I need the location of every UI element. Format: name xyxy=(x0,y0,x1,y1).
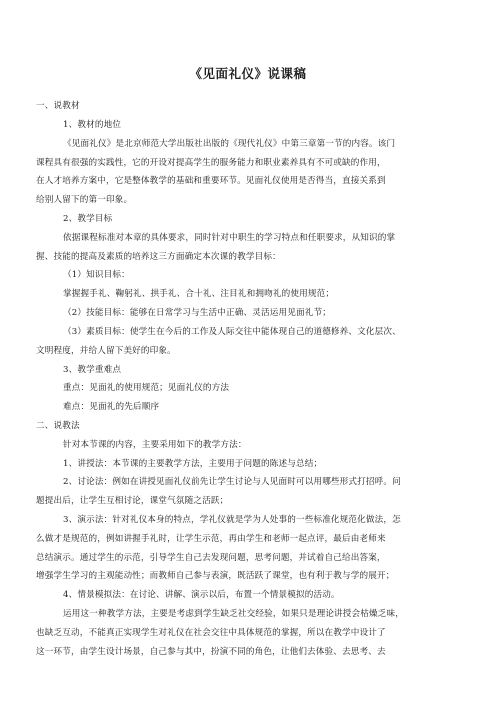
subsection-heading: 3、教学重难点 xyxy=(63,365,122,375)
paragraph-line: 文明程度，并给人留下美好的印象。 xyxy=(36,346,176,356)
list-item: （1）知识目标： xyxy=(63,270,130,280)
section-heading: 二、说教法 xyxy=(36,421,80,431)
paragraph-line: 这一环节，由学生设计场景，自己参与其中，扮演不同的角色，让他们去体验、去思考、去 xyxy=(36,647,386,657)
paragraph-line: 《见面礼仪》是北京师范大学出版社出版的《现代礼仪》中第三章第一节的内容。该门 xyxy=(63,139,396,149)
paragraph-line: 掌握握手礼、鞠躬礼、拱手礼、合十礼、注目礼和拥吻礼的使用规范； xyxy=(63,289,335,299)
paragraph-line: 给别人留下的第一印象。 xyxy=(36,195,133,205)
paragraph-line: 针对本节课的内容，主要采用如下的教学方法： xyxy=(63,440,247,450)
paragraph-line: 题提出后，让学生互相讨论，课堂气氛随之活跃； xyxy=(36,496,229,506)
list-item: （2）技能目标：能够在日常学习与生活中正确、灵活运用见面礼节； xyxy=(63,308,331,318)
list-item: 2、讨论法：例如在讲授见面礼仪前先让学生讨论与人见面时可以用哪些形式打招呼。问 xyxy=(63,477,401,487)
paragraph-line: 增强学生学习的主观能动性；而教师自己参与表演，既活跃了课堂，也有利于教与学的展开； xyxy=(36,571,395,581)
paragraph-line: 难点：见面礼的先后顺序 xyxy=(63,402,160,412)
list-item: （3）素质目标：使学生在今后的工作及人际交往中能体现自己的道德修养、文化层次、 xyxy=(63,327,401,337)
page-title: 《见面礼仪》说课稿 xyxy=(189,66,307,81)
list-item: 3、演示法：针对礼仪本身的特点，学礼仪就是学为人处事的一些标准化规范化做法，怎 xyxy=(63,515,401,525)
paragraph-line: 重点：见面礼的使用规范；见面礼仪的方法 xyxy=(63,383,230,393)
list-item: 4、情景模拟法：在讨论、讲解、演示以后，布置一个情景模拟的活动。 xyxy=(63,590,340,600)
section-heading: 一、说教材 xyxy=(36,101,80,111)
paragraph-line: 在人才培养方案中，它是整体教学的基础和重要环节。见面礼仪使用是否得当，直接关系到 xyxy=(36,176,386,186)
paragraph-line: 运用这一种教学方法，主要是考虑到学生缺乏社交经验，如果只是理论讲授会枯燥乏味， xyxy=(63,609,405,619)
paragraph-line: 总结演示。通过学生的示范，引导学生自己去发现问题，思考问题，并试着自己给出答案， xyxy=(36,553,386,563)
list-item: 1、讲授法：本节课的主要教学方法，主要用于问题的陈述与总结； xyxy=(63,459,323,469)
paragraph-line: 依据课程标准对本章的具体要求，同时针对中职生的学习特点和任职要求，从知识的掌 xyxy=(63,233,396,243)
paragraph-line: 么做才是规范的，例如讲握手礼时，让学生示范，再由学生和老师一起点评，最后由老师来 xyxy=(36,534,386,544)
paragraph-line: 也缺乏互动，不能真正实现学生对礼仪在社会交往中具体规范的掌握，所以在教学中设计了 xyxy=(36,628,386,638)
subsection-heading: 2、教学目标 xyxy=(63,214,113,224)
subsection-heading: 1、教材的地位 xyxy=(63,120,122,130)
paragraph-line: 课程具有很强的实践性，它的开设对提高学生的服务能力和职业素养具有不可或缺的作用， xyxy=(36,158,386,168)
paragraph-line: 握、技能的提高及素质的培养这三方面确定本次课的教学目标： xyxy=(36,252,281,262)
